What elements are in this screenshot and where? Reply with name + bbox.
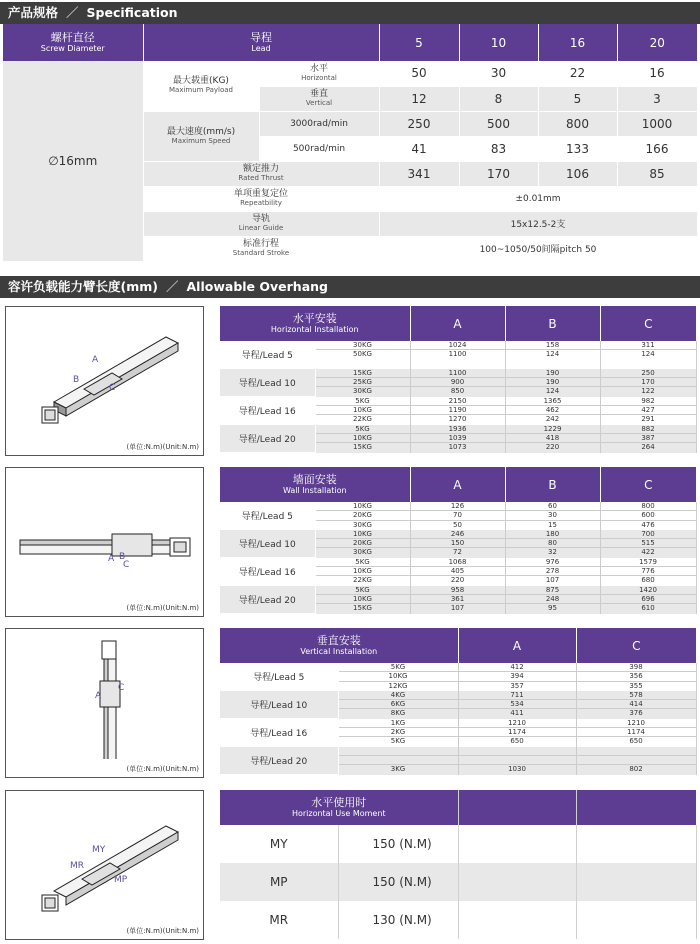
load-cell: 10KG xyxy=(339,672,458,681)
label-my: MY xyxy=(92,845,106,855)
moment-mp-value: 150 (N.M) xyxy=(338,863,458,901)
overhang-value: 882 xyxy=(601,425,696,434)
unit-label: (单位:N.m)(Unit:N.m) xyxy=(126,765,199,773)
lead-label: 导程/Lead 20 xyxy=(220,747,338,775)
label-b: B xyxy=(119,552,126,562)
col-c: C xyxy=(576,628,696,663)
overhang-value: 515 xyxy=(601,539,696,548)
overhang-value: 1579 xyxy=(601,558,696,567)
overhang-value: 124 xyxy=(641,350,655,359)
overhang-value: 1030 xyxy=(508,765,526,774)
overhang-title-en: Allowable Overhang xyxy=(186,279,328,294)
overhang-value: 180 xyxy=(506,530,600,539)
overhang-value: 190 xyxy=(506,369,600,378)
value-column xyxy=(600,369,696,397)
speed-500-5: 41 xyxy=(379,136,459,161)
value-column xyxy=(505,397,600,425)
standard-stroke-label: 标准行程 Standard Stroke xyxy=(143,236,379,261)
lead-label: 导程/Lead 5 xyxy=(220,502,315,530)
load-cell: 20KG xyxy=(316,511,410,520)
overhang-value: 1420 xyxy=(601,586,696,595)
value-column xyxy=(410,369,505,397)
overhang-value: 700 xyxy=(601,530,696,539)
value-column xyxy=(410,502,505,530)
load-cell: 10KG xyxy=(316,595,410,604)
overhang-value: 107 xyxy=(545,576,560,585)
col-b: B xyxy=(505,467,600,502)
overhang-value: 398 xyxy=(577,663,696,672)
vertical-header: 垂直安装 Vertical Installation xyxy=(220,628,458,663)
horizontal-label: 水平 Horizontal xyxy=(259,61,379,86)
overhang-value: 696 xyxy=(601,595,696,604)
label-c: C xyxy=(118,683,125,693)
overhang-value: 1210 xyxy=(577,719,696,728)
overhang-value: 60 xyxy=(506,502,600,511)
overhang-value: 1270 xyxy=(448,415,467,424)
horizontal-overhang-table xyxy=(220,306,697,453)
header-screw-diameter: 螺杆直径 Screw Diameter xyxy=(3,24,143,61)
overhang-value: 800 xyxy=(601,502,696,511)
value-column xyxy=(505,558,600,586)
load-column xyxy=(315,397,410,425)
overhang-value: 80 xyxy=(506,539,600,548)
overhang-value: 356 xyxy=(577,672,696,681)
vertical-overhang-table xyxy=(220,628,697,775)
overhang-value: 414 xyxy=(577,700,696,709)
speed-3000-label: 3000rad/min xyxy=(259,111,379,136)
overhang-value: 30 xyxy=(506,511,600,520)
header-lead-20: 20 xyxy=(617,24,697,61)
load-cell xyxy=(339,747,458,756)
load-cell: 5KG xyxy=(316,397,410,406)
overhang-value: 958 xyxy=(411,586,505,595)
label-c: C xyxy=(123,560,130,570)
value-column xyxy=(600,586,696,614)
overhang-value: 190 xyxy=(506,378,600,387)
overhang-value: 394 xyxy=(459,672,576,681)
load-column xyxy=(315,502,410,530)
value-column xyxy=(505,341,600,369)
header-lead: 导程 Lead xyxy=(143,24,379,61)
overhang-value: 578 xyxy=(577,691,696,700)
overhang-value: 376 xyxy=(629,709,643,718)
load-cell: 30KG xyxy=(316,341,410,350)
overhang-value: 976 xyxy=(506,558,600,567)
actuator-vertical-drawing xyxy=(6,629,203,759)
header-lead-10: 10 xyxy=(459,24,538,61)
col-c: C xyxy=(600,467,696,502)
spec-table xyxy=(3,24,698,262)
value-column xyxy=(505,586,600,614)
unit-label: (单位:N.m)(Unit:N.m) xyxy=(126,604,199,612)
load-cell: 5KG xyxy=(339,663,458,672)
moment-my-label: MY xyxy=(220,825,338,863)
overhang-value: 1039 xyxy=(411,434,505,443)
overhang-value: 248 xyxy=(506,595,600,604)
overhang-value: 250 xyxy=(601,369,696,378)
speed-500-16: 133 xyxy=(538,136,617,161)
unit-label: (单位:N.m)(Unit:N.m) xyxy=(126,927,199,935)
load-cell: 5KG xyxy=(316,558,410,567)
value-column xyxy=(458,691,576,719)
overhang-value: 418 xyxy=(506,434,600,443)
overhang-value: 802 xyxy=(629,765,643,774)
lead-label: 导程/Lead 16 xyxy=(220,719,338,747)
vertical-label: 垂直 Vertical xyxy=(259,86,379,111)
repeatability-value: ±0.01mm xyxy=(379,186,697,211)
overhang-value: 650 xyxy=(629,737,643,746)
load-cell: 15KG xyxy=(316,369,410,378)
overhang-value: 900 xyxy=(411,378,505,387)
lead-label: 导程/Lead 20 xyxy=(220,586,315,614)
value-column xyxy=(410,425,505,453)
value-column xyxy=(576,719,696,747)
moment-mr-value: 130 (N.M) xyxy=(338,901,458,939)
value-column xyxy=(505,425,600,453)
moment-my-value: 150 (N.M) xyxy=(338,825,458,863)
overhang-value: 246 xyxy=(411,530,505,539)
overhang-value: 680 xyxy=(641,576,655,585)
load-column xyxy=(338,663,458,691)
load-cell: 10KG xyxy=(316,406,410,415)
label-c: C xyxy=(109,383,116,393)
speed-3000-5: 250 xyxy=(379,111,459,136)
max-payload-label: 最大载重(KG) Maximum Payload xyxy=(143,61,259,111)
load-cell: 30KG xyxy=(353,520,372,529)
payload-v-10: 8 xyxy=(459,86,538,111)
overhang-value: 534 xyxy=(459,700,576,709)
load-cell: 15KG xyxy=(353,443,372,452)
overhang-value: 2150 xyxy=(411,397,505,406)
moment-cell-empty xyxy=(576,901,696,939)
load-column xyxy=(315,341,410,369)
overhang-value: 1100 xyxy=(411,369,505,378)
overhang-value: 1068 xyxy=(411,558,505,567)
linear-guide-label: 导轨 Linear Guide xyxy=(143,211,379,236)
payload-v-16: 5 xyxy=(538,86,617,111)
load-column xyxy=(338,719,458,747)
col-c: C xyxy=(600,306,696,341)
value-column xyxy=(576,747,696,775)
thrust-16: 106 xyxy=(538,161,617,186)
speed-3000-10: 500 xyxy=(459,111,538,136)
overhang-value: 124 xyxy=(545,350,560,359)
overhang-value: 70 xyxy=(411,511,505,520)
overhang-value: 124 xyxy=(545,387,560,396)
overhang-value: 242 xyxy=(545,415,560,424)
load-cell: 15KG xyxy=(353,604,372,613)
speed-500-label: 500rad/min xyxy=(259,136,379,161)
lead-label: 导程/Lead 5 xyxy=(220,341,315,369)
moment-cell-empty xyxy=(576,825,696,863)
label-mr: MR xyxy=(70,861,85,871)
moment-cell-empty xyxy=(576,863,696,901)
value-column xyxy=(410,530,505,558)
overhang-value: 1229 xyxy=(506,425,600,434)
load-column xyxy=(315,558,410,586)
col-b: B xyxy=(505,306,600,341)
load-cell: 10KG xyxy=(316,434,410,443)
load-cell: 10KG xyxy=(316,502,410,511)
screw-diameter-value: ∅16mm xyxy=(3,61,143,261)
value-column xyxy=(410,397,505,425)
actuator-wall-drawing xyxy=(6,468,203,598)
lead-label: 导程/Lead 10 xyxy=(220,530,315,558)
load-cell: 4KG xyxy=(339,691,458,700)
payload-v-5: 12 xyxy=(379,86,459,111)
label-mp: MP xyxy=(114,875,128,885)
overhang-value: 1190 xyxy=(411,406,505,415)
thrust-5: 341 xyxy=(379,161,459,186)
load-column xyxy=(338,747,458,775)
moment-header-empty xyxy=(458,790,576,825)
moment-header: 水平使用时 Horizontal Use Moment xyxy=(220,790,458,825)
value-column xyxy=(505,502,600,530)
value-column xyxy=(576,691,696,719)
value-column xyxy=(600,502,696,530)
overhang-value: 278 xyxy=(506,567,600,576)
value-column xyxy=(576,663,696,691)
speed-3000-20: 1000 xyxy=(617,111,697,136)
moment-table xyxy=(220,790,697,939)
overhang-value: 107 xyxy=(450,604,465,613)
actuator-horizontal-drawing xyxy=(6,307,203,437)
lead-label: 导程/Lead 16 xyxy=(220,397,315,425)
overhang-value: 220 xyxy=(545,443,560,452)
overhang-value: 122 xyxy=(641,387,655,396)
overhang-value: 357 xyxy=(510,681,524,690)
load-column xyxy=(338,691,458,719)
repeatability-label: 单项重复定位 Repeatbility xyxy=(143,186,379,211)
value-column xyxy=(410,586,505,614)
overhang-value: 600 xyxy=(601,511,696,520)
overhang-value: 170 xyxy=(601,378,696,387)
load-cell: 8KG xyxy=(390,709,406,718)
horizontal-header: 水平安装 Horizontal Installation xyxy=(220,306,410,341)
load-column xyxy=(315,425,410,453)
load-cell: 5KG xyxy=(316,586,410,595)
value-column xyxy=(458,719,576,747)
value-column xyxy=(505,369,600,397)
overhang-value: 95 xyxy=(548,604,557,613)
load-cell: 50KG xyxy=(353,350,372,359)
overhang-banner: 容许负载能力臂长度(mm) ／ Allowable Overhang xyxy=(0,276,700,298)
overhang-value: 355 xyxy=(629,681,643,690)
overhang-value xyxy=(577,747,696,756)
moment-cell-empty xyxy=(458,901,576,939)
value-column xyxy=(600,558,696,586)
payload-h-20: 16 xyxy=(617,61,697,86)
col-a: A xyxy=(410,467,505,502)
overhang-value: 158 xyxy=(506,341,600,350)
load-cell: 3KG xyxy=(390,765,406,774)
overhang-value xyxy=(459,747,576,756)
speed-500-10: 83 xyxy=(459,136,538,161)
overhang-value: 711 xyxy=(459,691,576,700)
overhang-value: 412 xyxy=(459,663,576,672)
overhang-value: 650 xyxy=(510,737,524,746)
overhang-value: 50 xyxy=(453,520,462,529)
overhang-value: 476 xyxy=(641,520,655,529)
overhang-value: 311 xyxy=(601,341,696,350)
payload-h-16: 22 xyxy=(538,61,617,86)
actuator-moment-drawing xyxy=(6,791,203,921)
overhang-value: 1073 xyxy=(448,443,467,452)
overhang-value: 427 xyxy=(601,406,696,415)
spec-title-zh: 产品规格 xyxy=(8,5,59,20)
load-cell: 30KG xyxy=(353,387,372,396)
speed-3000-16: 800 xyxy=(538,111,617,136)
linear-guide-value: 15x12.5-2支 xyxy=(379,211,697,236)
speed-500-20: 166 xyxy=(617,136,697,161)
spec-title-en: Specification xyxy=(86,5,178,20)
moment-cell-empty xyxy=(458,863,576,901)
lead-label: 导程/Lead 20 xyxy=(220,425,315,453)
max-speed-label: 最大速度(mm/s) Maximum Speed xyxy=(143,111,259,161)
moment-cell-empty xyxy=(458,825,576,863)
overhang-value: 1100 xyxy=(448,350,467,359)
overhang-value: 291 xyxy=(641,415,655,424)
value-column xyxy=(600,530,696,558)
value-column xyxy=(600,425,696,453)
value-column xyxy=(410,558,505,586)
load-cell: 5KG xyxy=(390,737,406,746)
overhang-value: 126 xyxy=(411,502,505,511)
load-cell: 20KG xyxy=(316,539,410,548)
overhang-value: 387 xyxy=(601,434,696,443)
load-cell: 25KG xyxy=(316,378,410,387)
load-cell: 10KG xyxy=(316,567,410,576)
overhang-value: 32 xyxy=(548,548,557,557)
load-column xyxy=(315,586,410,614)
overhang-value: 850 xyxy=(450,387,465,396)
load-cell: 22KG xyxy=(353,576,372,585)
overhang-title-zh: 容许负载能力臂长度(mm) xyxy=(8,279,158,294)
overhang-value: 264 xyxy=(641,443,655,452)
payload-h-10: 30 xyxy=(459,61,538,86)
load-column xyxy=(315,369,410,397)
overhang-value: 875 xyxy=(506,586,600,595)
header-lead-5: 5 xyxy=(379,24,459,61)
overhang-value: 610 xyxy=(641,604,655,613)
moment-mr-label: MR xyxy=(220,901,338,939)
col-a: A xyxy=(410,306,505,341)
load-cell: 2KG xyxy=(339,728,458,737)
payload-v-20: 3 xyxy=(617,86,697,111)
value-column xyxy=(410,341,505,369)
overhang-value: 422 xyxy=(641,548,655,557)
overhang-value: 1210 xyxy=(459,719,576,728)
vertical-installation-diagram xyxy=(5,628,204,778)
standard-stroke-value: 100~1050/50间隔pitch 50 xyxy=(379,236,697,261)
load-cell: 30KG xyxy=(353,548,372,557)
overhang-value xyxy=(459,756,576,765)
overhang-value: 220 xyxy=(450,576,465,585)
wall-overhang-table xyxy=(220,467,697,614)
load-cell: 5KG xyxy=(316,425,410,434)
payload-h-5: 50 xyxy=(379,61,459,86)
load-cell: 22KG xyxy=(353,415,372,424)
overhang-value: 411 xyxy=(510,709,524,718)
lead-label: 导程/Lead 10 xyxy=(220,369,315,397)
unit-label: (单位:N.m)(Unit:N.m) xyxy=(126,443,199,451)
value-column xyxy=(458,747,576,775)
overhang-value: 150 xyxy=(411,539,505,548)
lead-label: 导程/Lead 5 xyxy=(220,663,338,691)
header-lead-16: 16 xyxy=(538,24,617,61)
moment-header-empty xyxy=(576,790,696,825)
thrust-10: 170 xyxy=(459,161,538,186)
col-a: A xyxy=(458,628,576,663)
wall-installation-diagram xyxy=(5,467,204,617)
lead-label: 导程/Lead 16 xyxy=(220,558,315,586)
overhang-value: 405 xyxy=(411,567,505,576)
overhang-value: 1024 xyxy=(411,341,505,350)
value-column xyxy=(458,663,576,691)
thrust-20: 85 xyxy=(617,161,697,186)
value-column xyxy=(600,397,696,425)
load-cell: 1KG xyxy=(339,719,458,728)
overhang-value: 1174 xyxy=(577,728,696,737)
overhang-value: 1174 xyxy=(459,728,576,737)
overhang-value: 1936 xyxy=(411,425,505,434)
overhang-value: 72 xyxy=(453,548,462,557)
value-column xyxy=(505,530,600,558)
load-column xyxy=(315,530,410,558)
value-column xyxy=(600,341,696,369)
spec-banner: 产品规格 ／ Specification xyxy=(0,2,700,24)
overhang-value xyxy=(577,756,696,765)
label-a: A xyxy=(108,554,115,564)
label-b: B xyxy=(73,375,80,385)
load-cell xyxy=(339,756,458,765)
moment-mp-label: MP xyxy=(220,863,338,901)
label-a: A xyxy=(92,355,99,365)
load-cell: 10KG xyxy=(316,530,410,539)
wall-header: 墙面安装 Wall Installation xyxy=(220,467,410,502)
overhang-value: 982 xyxy=(601,397,696,406)
overhang-value: 1365 xyxy=(506,397,600,406)
overhang-value: 462 xyxy=(506,406,600,415)
load-cell: 6KG xyxy=(339,700,458,709)
overhang-value: 361 xyxy=(411,595,505,604)
rated-thrust-label: 额定推力 Rated Thrust xyxy=(143,161,379,186)
lead-label: 导程/Lead 10 xyxy=(220,691,338,719)
load-cell: 12KG xyxy=(388,681,408,690)
horizontal-installation-diagram xyxy=(5,306,204,456)
label-a: A xyxy=(95,691,102,701)
moment-diagram xyxy=(5,790,204,940)
overhang-value: 15 xyxy=(548,520,557,529)
overhang-value: 776 xyxy=(601,567,696,576)
